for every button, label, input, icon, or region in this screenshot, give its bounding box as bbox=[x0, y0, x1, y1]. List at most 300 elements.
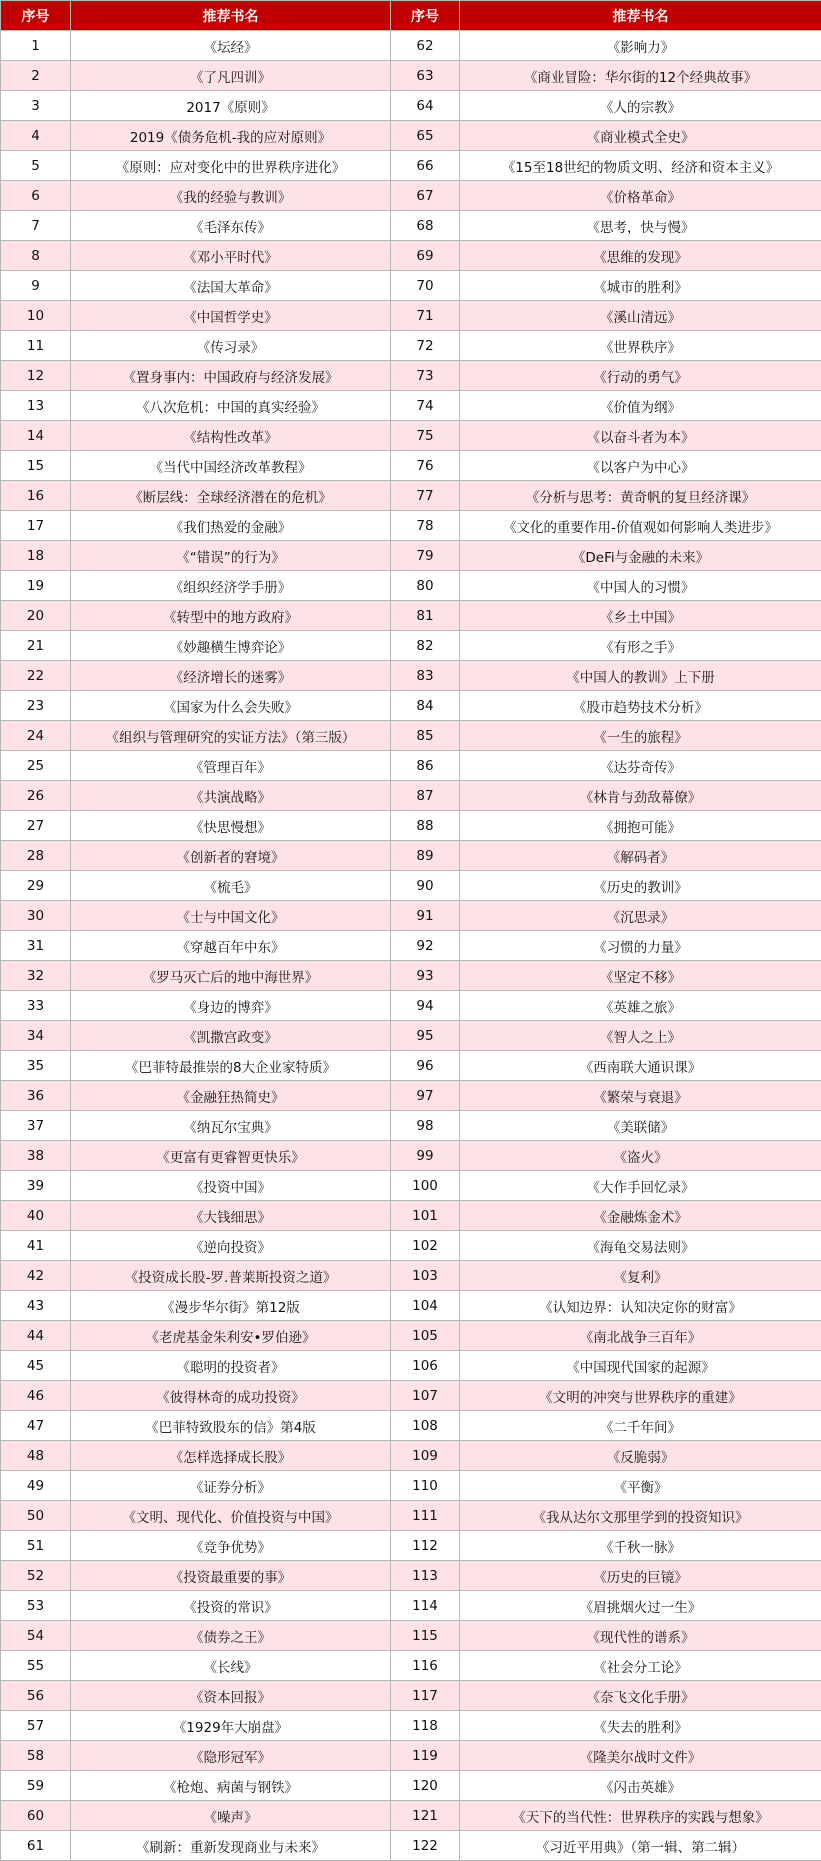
book-number: 61 bbox=[1, 1831, 71, 1861]
book-title: 《巴菲特致股东的信》第4版 bbox=[71, 1411, 391, 1441]
book-number: 33 bbox=[1, 991, 71, 1021]
book-title: 《聪明的投资者》 bbox=[71, 1351, 391, 1381]
book-title: 《国家为什么会失败》 bbox=[71, 691, 391, 721]
header-title-left: 推荐书名 bbox=[71, 1, 391, 31]
book-number: 36 bbox=[1, 1081, 71, 1111]
book-number: 29 bbox=[1, 871, 71, 901]
book-title: 《文明、现代化、价值投资与中国》 bbox=[71, 1501, 391, 1531]
book-title: 《复利》 bbox=[460, 1261, 821, 1291]
book-title: 《投资的常识》 bbox=[71, 1591, 391, 1621]
book-title: 《以奋斗者为本》 bbox=[460, 421, 821, 451]
book-number: 100 bbox=[391, 1171, 460, 1201]
table-row bbox=[1, 1591, 821, 1621]
book-number: 49 bbox=[1, 1471, 71, 1501]
book-number: 119 bbox=[391, 1741, 460, 1771]
table-row bbox=[1, 871, 821, 901]
book-number: 52 bbox=[1, 1561, 71, 1591]
book-title: 《刷新：重新发现商业与未来》 bbox=[71, 1831, 391, 1861]
book-number: 62 bbox=[391, 31, 460, 61]
book-title: 《大作手回忆录》 bbox=[460, 1171, 821, 1201]
book-list-body bbox=[1, 31, 821, 1861]
book-number: 117 bbox=[391, 1681, 460, 1711]
table-row bbox=[1, 331, 821, 361]
book-title: 《失去的胜利》 bbox=[460, 1711, 821, 1741]
book-number: 45 bbox=[1, 1351, 71, 1381]
book-title: 《断层线：全球经济潜在的危机》 bbox=[71, 481, 391, 511]
book-number: 19 bbox=[1, 571, 71, 601]
book-title: 《英雄之旅》 bbox=[460, 991, 821, 1021]
table-row bbox=[1, 811, 821, 841]
book-title: 《逆向投资》 bbox=[71, 1231, 391, 1261]
book-number: 121 bbox=[391, 1801, 460, 1831]
book-title: 《思考，快与慢》 bbox=[460, 211, 821, 241]
table-row bbox=[1, 1621, 821, 1651]
book-number: 5 bbox=[1, 151, 71, 181]
book-title: 《资本回报》 bbox=[71, 1681, 391, 1711]
book-title: 《我们热爱的金融》 bbox=[71, 511, 391, 541]
book-number: 96 bbox=[391, 1051, 460, 1081]
book-number: 92 bbox=[391, 931, 460, 961]
book-number: 116 bbox=[391, 1651, 460, 1681]
book-number: 85 bbox=[391, 721, 460, 751]
table-row bbox=[1, 1351, 821, 1381]
header-title-right: 推荐书名 bbox=[460, 1, 821, 31]
book-number: 58 bbox=[1, 1741, 71, 1771]
book-title: 《盗火》 bbox=[460, 1141, 821, 1171]
book-title: 《组织经济学手册》 bbox=[71, 571, 391, 601]
book-title: 《长线》 bbox=[71, 1651, 391, 1681]
book-number: 22 bbox=[1, 661, 71, 691]
book-title: 《乡土中国》 bbox=[460, 601, 821, 631]
header-num-right: 序号 bbox=[391, 1, 460, 31]
book-title: 《分析与思考：黄奇帆的复旦经济课》 bbox=[460, 481, 821, 511]
book-number: 51 bbox=[1, 1531, 71, 1561]
book-title: 《二千年间》 bbox=[460, 1411, 821, 1441]
table-row bbox=[1, 1441, 821, 1471]
book-number: 43 bbox=[1, 1291, 71, 1321]
table-row bbox=[1, 1201, 821, 1231]
book-title: 《当代中国经济改革教程》 bbox=[71, 451, 391, 481]
book-title: 《邓小平时代》 bbox=[71, 241, 391, 271]
book-title: 《西南联大通识课》 bbox=[460, 1051, 821, 1081]
book-title: 《纳瓦尔宝典》 bbox=[71, 1111, 391, 1141]
table-row bbox=[1, 61, 821, 91]
book-number: 104 bbox=[391, 1291, 460, 1321]
book-number: 112 bbox=[391, 1531, 460, 1561]
book-number: 67 bbox=[391, 181, 460, 211]
book-title: 《法国大革命》 bbox=[71, 271, 391, 301]
book-number: 82 bbox=[391, 631, 460, 661]
table-row bbox=[1, 661, 821, 691]
book-title: 《历史的巨镜》 bbox=[460, 1561, 821, 1591]
book-number: 7 bbox=[1, 211, 71, 241]
book-title: 《共演战略》 bbox=[71, 781, 391, 811]
table-row bbox=[1, 1141, 821, 1171]
book-title: 《股市趋势技术分析》 bbox=[460, 691, 821, 721]
book-title: 《了凡四训》 bbox=[71, 61, 391, 91]
book-number: 109 bbox=[391, 1441, 460, 1471]
book-number: 111 bbox=[391, 1501, 460, 1531]
book-number: 77 bbox=[391, 481, 460, 511]
book-title: 《投资中国》 bbox=[71, 1171, 391, 1201]
table-row bbox=[1, 1291, 821, 1321]
book-number: 11 bbox=[1, 331, 71, 361]
book-number: 57 bbox=[1, 1711, 71, 1741]
table-row bbox=[1, 961, 821, 991]
book-title: 《达芬奇传》 bbox=[460, 751, 821, 781]
book-title: 《结构性改革》 bbox=[71, 421, 391, 451]
book-title: 《闪击英雄》 bbox=[460, 1771, 821, 1801]
book-title: 《习惯的力量》 bbox=[460, 931, 821, 961]
book-number: 24 bbox=[1, 721, 71, 751]
book-number: 107 bbox=[391, 1381, 460, 1411]
table-row bbox=[1, 841, 821, 871]
book-title: 《证券分析》 bbox=[71, 1471, 391, 1501]
book-title: 《中国人的教训》上下册 bbox=[460, 661, 821, 691]
book-number: 38 bbox=[1, 1141, 71, 1171]
table-row bbox=[1, 571, 821, 601]
table-row bbox=[1, 481, 821, 511]
book-number: 27 bbox=[1, 811, 71, 841]
table-row bbox=[1, 91, 821, 121]
table-row bbox=[1, 1471, 821, 1501]
book-title: 《思维的发现》 bbox=[460, 241, 821, 271]
book-number: 83 bbox=[391, 661, 460, 691]
book-title: 《罗马灭亡后的地中海世界》 bbox=[71, 961, 391, 991]
table-row bbox=[1, 1741, 821, 1771]
book-title: 《身边的博弈》 bbox=[71, 991, 391, 1021]
book-title: 《债券之王》 bbox=[71, 1621, 391, 1651]
table-row bbox=[1, 121, 821, 151]
book-number: 108 bbox=[391, 1411, 460, 1441]
book-title: 《眉挑烟火过一生》 bbox=[460, 1591, 821, 1621]
book-number: 47 bbox=[1, 1411, 71, 1441]
book-title: 《有形之手》 bbox=[460, 631, 821, 661]
book-number: 65 bbox=[391, 121, 460, 151]
book-number: 95 bbox=[391, 1021, 460, 1051]
book-number: 84 bbox=[391, 691, 460, 721]
book-title: 《奈飞文化手册》 bbox=[460, 1681, 821, 1711]
book-title: 《金融炼金术》 bbox=[460, 1201, 821, 1231]
book-title: 《彼得林奇的成功投资》 bbox=[71, 1381, 391, 1411]
book-title: 《一生的旅程》 bbox=[460, 721, 821, 751]
book-title: 2019《债务危机-我的应对原则》 bbox=[71, 121, 391, 151]
table-row bbox=[1, 511, 821, 541]
table-row bbox=[1, 1771, 821, 1801]
book-number: 75 bbox=[391, 421, 460, 451]
book-title: 《怎样选择成长股》 bbox=[71, 1441, 391, 1471]
book-number: 26 bbox=[1, 781, 71, 811]
table-row bbox=[1, 1831, 821, 1861]
book-title: 《我从达尔文那里学到的投资知识》 bbox=[460, 1501, 821, 1531]
table-row bbox=[1, 1261, 821, 1291]
book-number: 70 bbox=[391, 271, 460, 301]
book-number: 103 bbox=[391, 1261, 460, 1291]
book-title: 《15至18世纪的物质文明、经济和资本主义》 bbox=[460, 151, 821, 181]
book-number: 78 bbox=[391, 511, 460, 541]
book-number: 90 bbox=[391, 871, 460, 901]
book-number: 54 bbox=[1, 1621, 71, 1651]
table-row bbox=[1, 781, 821, 811]
book-number: 50 bbox=[1, 1501, 71, 1531]
book-title: 《历史的教训》 bbox=[460, 871, 821, 901]
book-number: 120 bbox=[391, 1771, 460, 1801]
book-number: 13 bbox=[1, 391, 71, 421]
book-title: 《凯撒宫政变》 bbox=[71, 1021, 391, 1051]
book-number: 1 bbox=[1, 31, 71, 61]
book-number: 76 bbox=[391, 451, 460, 481]
book-title: 《世界秩序》 bbox=[460, 331, 821, 361]
table-row bbox=[1, 361, 821, 391]
book-number: 34 bbox=[1, 1021, 71, 1051]
book-number: 68 bbox=[391, 211, 460, 241]
book-number: 25 bbox=[1, 751, 71, 781]
book-number: 114 bbox=[391, 1591, 460, 1621]
book-title: 《经济增长的迷雾》 bbox=[71, 661, 391, 691]
book-title: 《商业冒险：华尔街的12个经典故事》 bbox=[460, 61, 821, 91]
table-row bbox=[1, 1111, 821, 1141]
book-number: 56 bbox=[1, 1681, 71, 1711]
book-title: 《南北战争三百年》 bbox=[460, 1321, 821, 1351]
book-number: 80 bbox=[391, 571, 460, 601]
book-title: 《中国人的习惯》 bbox=[460, 571, 821, 601]
book-number: 113 bbox=[391, 1561, 460, 1591]
book-number: 12 bbox=[1, 361, 71, 391]
book-title: 《习近平用典》（第一辑、第二辑） bbox=[460, 1831, 821, 1861]
table-row bbox=[1, 1531, 821, 1561]
book-number: 8 bbox=[1, 241, 71, 271]
book-title: 《金融狂热简史》 bbox=[71, 1081, 391, 1111]
table-row bbox=[1, 721, 821, 751]
book-title: 《平衡》 bbox=[460, 1471, 821, 1501]
book-title: 《隆美尔战时文件》 bbox=[460, 1741, 821, 1771]
book-number: 15 bbox=[1, 451, 71, 481]
book-number: 46 bbox=[1, 1381, 71, 1411]
book-title: 《商业模式全史》 bbox=[460, 121, 821, 151]
table-row bbox=[1, 1501, 821, 1531]
book-title: 《管理百年》 bbox=[71, 751, 391, 781]
header-row bbox=[1, 1, 821, 31]
book-title: 《天下的当代性：世界秩序的实践与想象》 bbox=[460, 1801, 821, 1831]
book-title: 《枪炮、病菌与钢铁》 bbox=[71, 1771, 391, 1801]
book-title: 《中国现代国家的起源》 bbox=[460, 1351, 821, 1381]
table-row bbox=[1, 1171, 821, 1201]
table-row bbox=[1, 1411, 821, 1441]
book-number: 74 bbox=[391, 391, 460, 421]
book-number: 55 bbox=[1, 1651, 71, 1681]
book-number: 21 bbox=[1, 631, 71, 661]
book-number: 41 bbox=[1, 1231, 71, 1261]
book-number: 30 bbox=[1, 901, 71, 931]
table-row bbox=[1, 301, 821, 331]
book-title: 《巴菲特最推崇的8大企业家特质》 bbox=[71, 1051, 391, 1081]
book-title: 《置身事内：中国政府与经济发展》 bbox=[71, 361, 391, 391]
table-row bbox=[1, 691, 821, 721]
book-number: 118 bbox=[391, 1711, 460, 1741]
book-number: 91 bbox=[391, 901, 460, 931]
book-number: 4 bbox=[1, 121, 71, 151]
book-number: 48 bbox=[1, 1441, 71, 1471]
book-title: 《人的宗教》 bbox=[460, 91, 821, 121]
book-number: 44 bbox=[1, 1321, 71, 1351]
book-title: 《坛经》 bbox=[71, 31, 391, 61]
book-number: 39 bbox=[1, 1171, 71, 1201]
book-number: 73 bbox=[391, 361, 460, 391]
table-row bbox=[1, 1681, 821, 1711]
book-number: 10 bbox=[1, 301, 71, 331]
book-number: 88 bbox=[391, 811, 460, 841]
book-number: 16 bbox=[1, 481, 71, 511]
book-title: 《坚定不移》 bbox=[460, 961, 821, 991]
book-title: 《1929年大崩盘》 bbox=[71, 1711, 391, 1741]
book-number: 69 bbox=[391, 241, 460, 271]
book-number: 79 bbox=[391, 541, 460, 571]
table-row bbox=[1, 421, 821, 451]
book-title: 《大钱细思》 bbox=[71, 1201, 391, 1231]
book-title: 《梳毛》 bbox=[71, 871, 391, 901]
book-number: 64 bbox=[391, 91, 460, 121]
book-number: 63 bbox=[391, 61, 460, 91]
book-title: 《老虎基金朱利安•罗伯逊》 bbox=[71, 1321, 391, 1351]
table-row bbox=[1, 391, 821, 421]
table-row bbox=[1, 1081, 821, 1111]
book-number: 42 bbox=[1, 1261, 71, 1291]
book-title: 《八次危机：中国的真实经验》 bbox=[71, 391, 391, 421]
book-number: 18 bbox=[1, 541, 71, 571]
book-number: 93 bbox=[391, 961, 460, 991]
table-row bbox=[1, 1561, 821, 1591]
table-row bbox=[1, 151, 821, 181]
table-row bbox=[1, 541, 821, 571]
book-title: 《文化的重要作用-价值观如何影响人类进步》 bbox=[460, 511, 821, 541]
book-title: 《组织与管理研究的实证方法》（第三版） bbox=[71, 721, 391, 751]
table-row bbox=[1, 1651, 821, 1681]
book-number: 17 bbox=[1, 511, 71, 541]
table-row bbox=[1, 991, 821, 1021]
book-number: 101 bbox=[391, 1201, 460, 1231]
table-row bbox=[1, 1051, 821, 1081]
book-number: 122 bbox=[391, 1831, 460, 1861]
book-title: 《竞争优势》 bbox=[71, 1531, 391, 1561]
book-number: 14 bbox=[1, 421, 71, 451]
book-title: 《行动的勇气》 bbox=[460, 361, 821, 391]
book-title: 《士与中国文化》 bbox=[71, 901, 391, 931]
table-row bbox=[1, 181, 821, 211]
book-title: 《投资成长股-罗.普莱斯投资之道》 bbox=[71, 1261, 391, 1291]
book-number: 86 bbox=[391, 751, 460, 781]
book-title: 《繁荣与衰退》 bbox=[460, 1081, 821, 1111]
book-title: 《以客户为中心》 bbox=[460, 451, 821, 481]
table-row bbox=[1, 1231, 821, 1261]
book-number: 106 bbox=[391, 1351, 460, 1381]
book-number: 20 bbox=[1, 601, 71, 631]
book-title: 《更富有更睿智更快乐》 bbox=[71, 1141, 391, 1171]
book-number: 37 bbox=[1, 1111, 71, 1141]
book-title: 《转型中的地方政府》 bbox=[71, 601, 391, 631]
book-title: 《穿越百年中东》 bbox=[71, 931, 391, 961]
book-number: 60 bbox=[1, 1801, 71, 1831]
book-title: 《现代性的谱系》 bbox=[460, 1621, 821, 1651]
table-row bbox=[1, 241, 821, 271]
book-number: 3 bbox=[1, 91, 71, 121]
book-number: 89 bbox=[391, 841, 460, 871]
book-number: 99 bbox=[391, 1141, 460, 1171]
book-title: 《反脆弱》 bbox=[460, 1441, 821, 1471]
book-title: 《解码者》 bbox=[460, 841, 821, 871]
book-title: 《沉思录》 bbox=[460, 901, 821, 931]
table-row bbox=[1, 211, 821, 241]
book-number: 32 bbox=[1, 961, 71, 991]
book-number: 98 bbox=[391, 1111, 460, 1141]
table-row bbox=[1, 1021, 821, 1051]
header-num-left: 序号 bbox=[1, 1, 71, 31]
book-title: 《海龟交易法则》 bbox=[460, 1231, 821, 1261]
book-title: 《投资最重要的事》 bbox=[71, 1561, 391, 1591]
table-row bbox=[1, 1801, 821, 1831]
book-title: 《原则：应对变化中的世界秩序进化》 bbox=[71, 151, 391, 181]
book-title: 《“错误”的行为》 bbox=[71, 541, 391, 571]
book-title: 《DeFi与金融的未来》 bbox=[460, 541, 821, 571]
book-number: 9 bbox=[1, 271, 71, 301]
table-row bbox=[1, 751, 821, 781]
book-number: 40 bbox=[1, 1201, 71, 1231]
book-title: 《认知边界：认知决定你的财富》 bbox=[460, 1291, 821, 1321]
book-title: 《美联储》 bbox=[460, 1111, 821, 1141]
book-number: 59 bbox=[1, 1771, 71, 1801]
book-title: 《传习录》 bbox=[71, 331, 391, 361]
table-row bbox=[1, 31, 821, 61]
book-number: 110 bbox=[391, 1471, 460, 1501]
book-number: 81 bbox=[391, 601, 460, 631]
book-title: 《林肯与劲敌幕僚》 bbox=[460, 781, 821, 811]
book-title: 《价格革命》 bbox=[460, 181, 821, 211]
book-title: 《毛泽东传》 bbox=[71, 211, 391, 241]
table-row bbox=[1, 1381, 821, 1411]
table-row bbox=[1, 271, 821, 301]
table-row bbox=[1, 901, 821, 931]
book-number: 105 bbox=[391, 1321, 460, 1351]
book-title: 《价值为纲》 bbox=[460, 391, 821, 421]
book-title: 《拥抱可能》 bbox=[460, 811, 821, 841]
book-number: 102 bbox=[391, 1231, 460, 1261]
book-number: 6 bbox=[1, 181, 71, 211]
book-title: 2017《原则》 bbox=[71, 91, 391, 121]
book-title: 《我的经验与教训》 bbox=[71, 181, 391, 211]
book-number: 71 bbox=[391, 301, 460, 331]
table-row bbox=[1, 931, 821, 961]
book-title: 《妙趣横生博弈论》 bbox=[71, 631, 391, 661]
book-title: 《千秋一脉》 bbox=[460, 1531, 821, 1561]
book-number: 53 bbox=[1, 1591, 71, 1621]
table-row bbox=[1, 601, 821, 631]
book-title: 《创新者的窘境》 bbox=[71, 841, 391, 871]
book-title: 《社会分工论》 bbox=[460, 1651, 821, 1681]
table-row bbox=[1, 631, 821, 661]
book-number: 72 bbox=[391, 331, 460, 361]
book-number: 97 bbox=[391, 1081, 460, 1111]
book-number: 94 bbox=[391, 991, 460, 1021]
book-number: 23 bbox=[1, 691, 71, 721]
book-number: 2 bbox=[1, 61, 71, 91]
book-number: 35 bbox=[1, 1051, 71, 1081]
table-row bbox=[1, 1321, 821, 1351]
book-title: 《溪山清远》 bbox=[460, 301, 821, 331]
book-title: 《快思慢想》 bbox=[71, 811, 391, 841]
table-row bbox=[1, 451, 821, 481]
book-title: 《中国哲学史》 bbox=[71, 301, 391, 331]
book-title: 《城市的胜利》 bbox=[460, 271, 821, 301]
book-number: 31 bbox=[1, 931, 71, 961]
